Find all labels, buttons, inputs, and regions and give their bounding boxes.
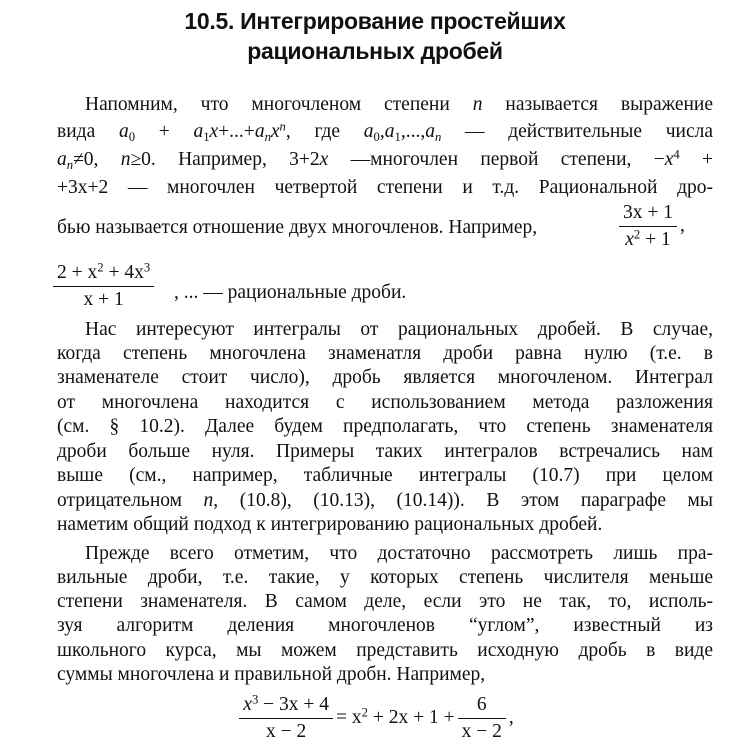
para2-line3: знаменателе стоит число), дробь является многочленом. Интеграл bbox=[57, 367, 713, 388]
para3-line2: вильные дроби, т.е. такие, у которых степень числителя меньше bbox=[57, 567, 713, 588]
fraction-example-2: $\frac{2 + x^2 + 4x^3}{x + 1}$ bbox=[50, 262, 157, 311]
polynomial-formula: $a_0 + a_1x+...+a_nx^n$ bbox=[118, 119, 286, 144]
minus-x4: $-x^4$ + bbox=[653, 147, 714, 170]
para2-line2: когда степень многочлена знаменатля дроби равна нулю (т.е. в bbox=[57, 343, 713, 364]
coefficients-formula: $a_0,a_1,...,a_n$ bbox=[363, 121, 442, 144]
para3-line4: зуя алгоритм деления многочленов “углом”, известный из bbox=[57, 615, 713, 636]
para3-line6: суммы многочлена и правильной дробн. Например, bbox=[57, 664, 486, 685]
section-title-line2: рациональных дробей bbox=[247, 38, 503, 64]
para1-line2: вида $a_0 + a_1x+...+a_nx^n$, где $a_0,a_1,...,a_n$ — действительные числа bbox=[57, 119, 714, 144]
para1-line4: +3x+2 — многочлен четвертой степени и т.д. Рациональной дро- bbox=[57, 177, 713, 198]
section-title bbox=[0, 6, 750, 66]
para3-line5: школьного курса, мы можем представить исходную дробь в виде bbox=[57, 640, 713, 661]
para1-line5: бью называется отношение двух многочленов. Например, bbox=[57, 217, 538, 238]
para1-line3: $a_n\ne 0$, n≥0. Например, 3+2x —многочлен первой степени, $-x^4$ + bbox=[57, 147, 714, 172]
para2-line1: Нас интересуют интегралы от рациональных дробей. В случае, bbox=[85, 319, 713, 340]
n-condition: n≥0. Например, 3+2x bbox=[120, 149, 329, 170]
division-equation: $\frac{x^3 - 3x + 4}{x - 2}$ = $x^2 + 2x + 1$ + $\frac{6}{x - 2}$ , bbox=[0, 694, 750, 743]
para1-line6: , ... — рациональные дроби. bbox=[174, 282, 407, 303]
para3-line3: степени знаменателя. В самом деле, если это не так, то, исполь- bbox=[57, 591, 713, 612]
section-title-line1: 10.5. Интегрирование простейших bbox=[184, 8, 566, 34]
para2-line6: дроби больше нуля. Примеры таких интегралов встречались нам bbox=[57, 441, 713, 462]
para1-line1: Напомним, что многочленом степени n называется выражение bbox=[85, 94, 713, 115]
para2-line4: от многочлена находится с использованием метода разложения bbox=[57, 392, 713, 413]
para2-line8: отрицательном n, (10.8), (10.13), (10.14)). В этом параграфе мы bbox=[57, 490, 713, 511]
para2-line5: (см. § 10.2). Далее будем предполагать, что степень знаменателя bbox=[57, 416, 713, 437]
an-condition: $a_n\ne 0$, bbox=[57, 149, 99, 172]
para2-line7: выше (см., например, табличные интегралы (10.7) при целом bbox=[57, 465, 713, 486]
para2-line9: наметим общий подход к интегрированию рациональных дробей. bbox=[57, 514, 603, 535]
para3-line1: Прежде всего отметим, что достаточно рассмотреть лишь пра- bbox=[85, 543, 713, 564]
fraction-example-1: $\frac{3x + 1}{x^2 + 1}$ , bbox=[616, 202, 685, 251]
